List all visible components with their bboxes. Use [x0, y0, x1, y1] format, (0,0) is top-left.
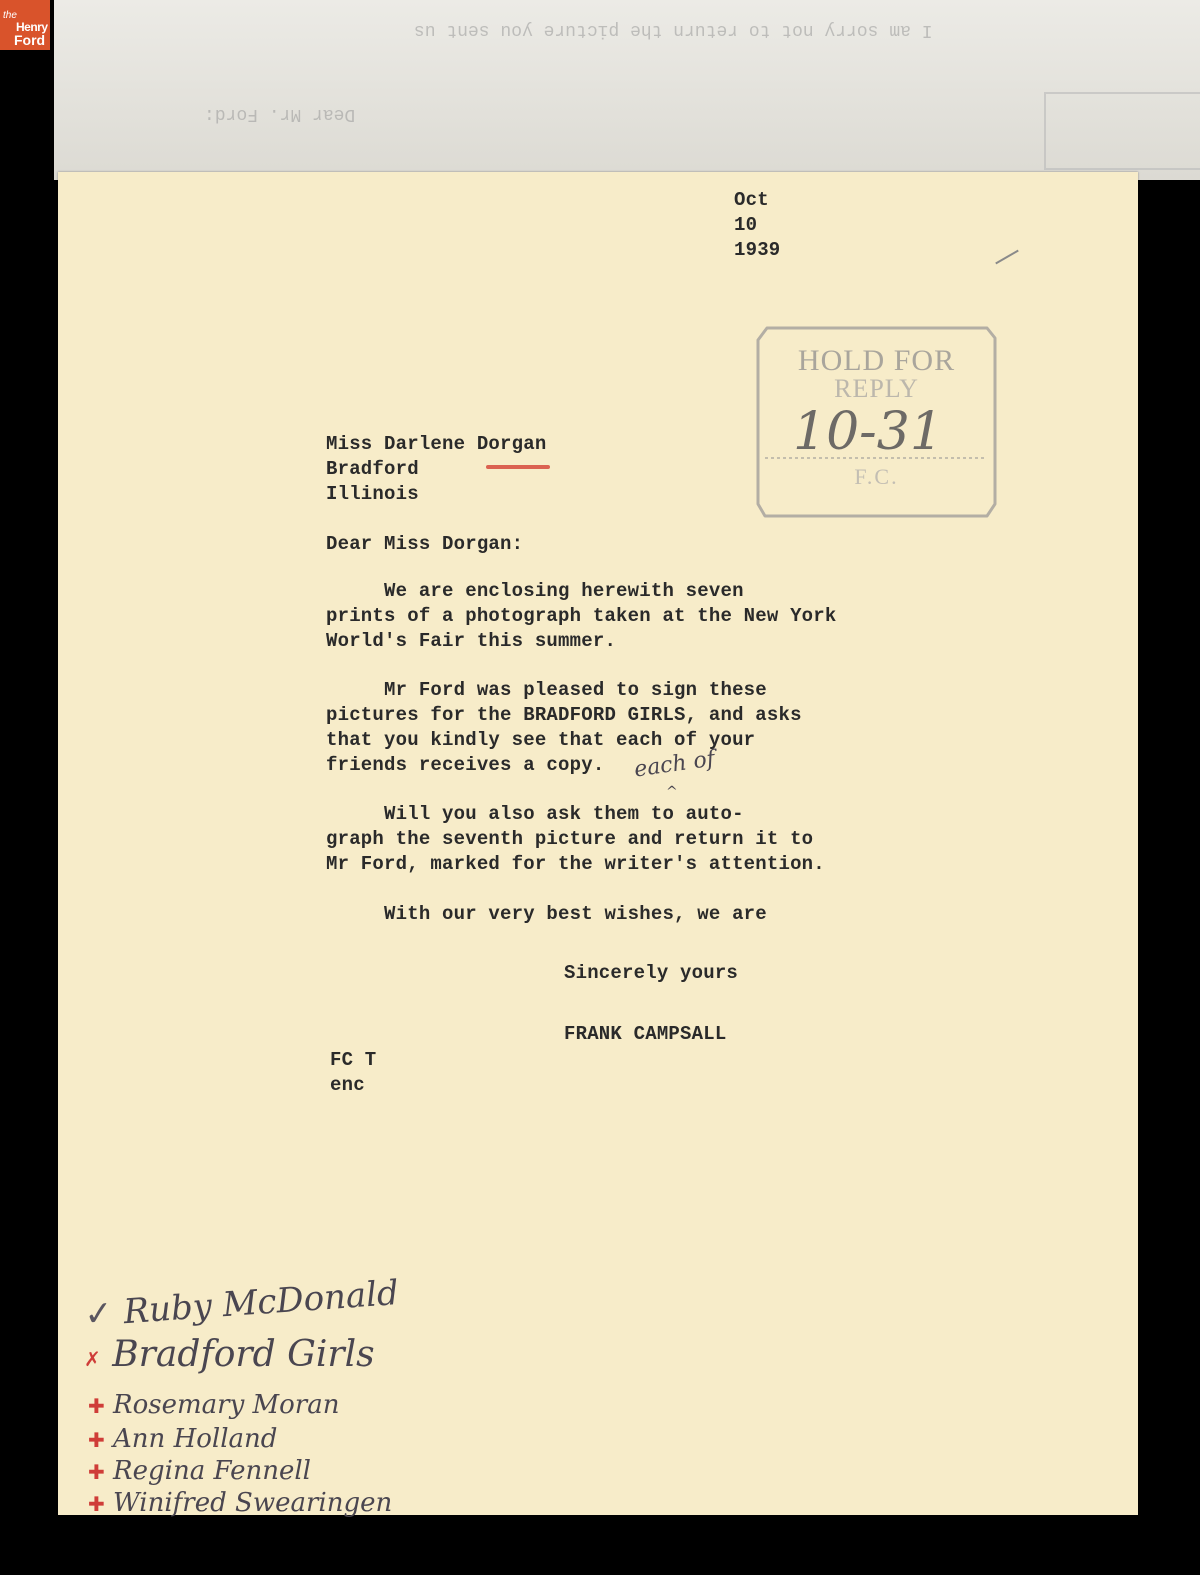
check-mark-icon: ✓	[82, 1293, 115, 1335]
insertion-caret: ^	[666, 784, 678, 800]
name-text: Regina Fennell	[113, 1456, 311, 1486]
signer-name: FRANK CAMPSALL	[564, 1023, 727, 1045]
bleed-through-stamp	[1044, 92, 1200, 170]
body-paragraph-1: We are enclosing herewith seven prints of a photograph taken at the New York World's Fair this summer.	[326, 580, 837, 652]
handwritten-name	[83, 1273, 400, 1335]
logo-ford: Ford	[14, 32, 46, 48]
name-text: Ann Holland	[113, 1424, 278, 1454]
body-paragraph-2: Mr Ford was pleased to sign these pictures for the BRADFORD GIRLS, and asks that you kindly see that each of your friends receives a copy.	[326, 679, 802, 776]
name-text: Ruby McDonald	[122, 1273, 400, 1333]
name-text: Winifred Swearingen	[113, 1488, 393, 1518]
red-pencil-underline	[486, 465, 550, 469]
overlapping-back-sheet	[54, 0, 1200, 180]
name-text: Bradford Girls	[112, 1334, 375, 1375]
reference-initials: FC T enc	[330, 1049, 377, 1096]
handwritten-insertion: each of	[632, 746, 717, 783]
handwritten-name	[88, 1390, 339, 1420]
henry-ford-logo	[0, 0, 50, 50]
stamp-hold-for: HOLD FOR	[797, 344, 956, 377]
letter-page	[58, 172, 1138, 1518]
name-text: Rosemary Moran	[113, 1390, 340, 1420]
handwritten-name	[84, 1334, 375, 1375]
bleed-through-line-2: Dear Mr. Ford:	[204, 104, 356, 124]
red-cross-mark-icon: ✚	[88, 1460, 105, 1484]
body-paragraph-3: Will you also ask them to auto- graph the seventh picture and return it to Mr Ford, marked for the writer's attention.	[326, 803, 825, 875]
stamp-reply: REPLY	[834, 374, 919, 403]
salutation: Dear Miss Dorgan:	[326, 533, 524, 555]
logo-the: the	[3, 10, 17, 21]
handwritten-name	[88, 1488, 392, 1518]
red-cross-mark-icon: ✚	[88, 1394, 105, 1418]
stamp-initials: F.C.	[854, 464, 899, 489]
bleed-through-line-1: I am sorry not to return the picture you sent us	[414, 20, 933, 40]
handwritten-name	[88, 1456, 311, 1486]
body-paragraph-4: With our very best wishes, we are	[326, 903, 767, 925]
red-cross-mark-icon: ✚	[88, 1492, 105, 1516]
complimentary-closing: Sincerely yours	[564, 962, 739, 984]
letter-date: Oct 10 1939	[734, 189, 781, 261]
red-x-mark-icon: ✗	[84, 1347, 101, 1371]
handwritten-name	[88, 1424, 277, 1454]
recipient-address: Miss Darlene Dorgan Bradford Illinois	[326, 433, 547, 505]
hold-for-reply-stamp	[755, 324, 998, 519]
logo-henry: Henry	[16, 20, 48, 34]
paper-fleck	[995, 250, 1019, 265]
stamp-handwritten-date: 10-31	[793, 402, 943, 462]
red-cross-mark-icon: ✚	[88, 1428, 105, 1452]
